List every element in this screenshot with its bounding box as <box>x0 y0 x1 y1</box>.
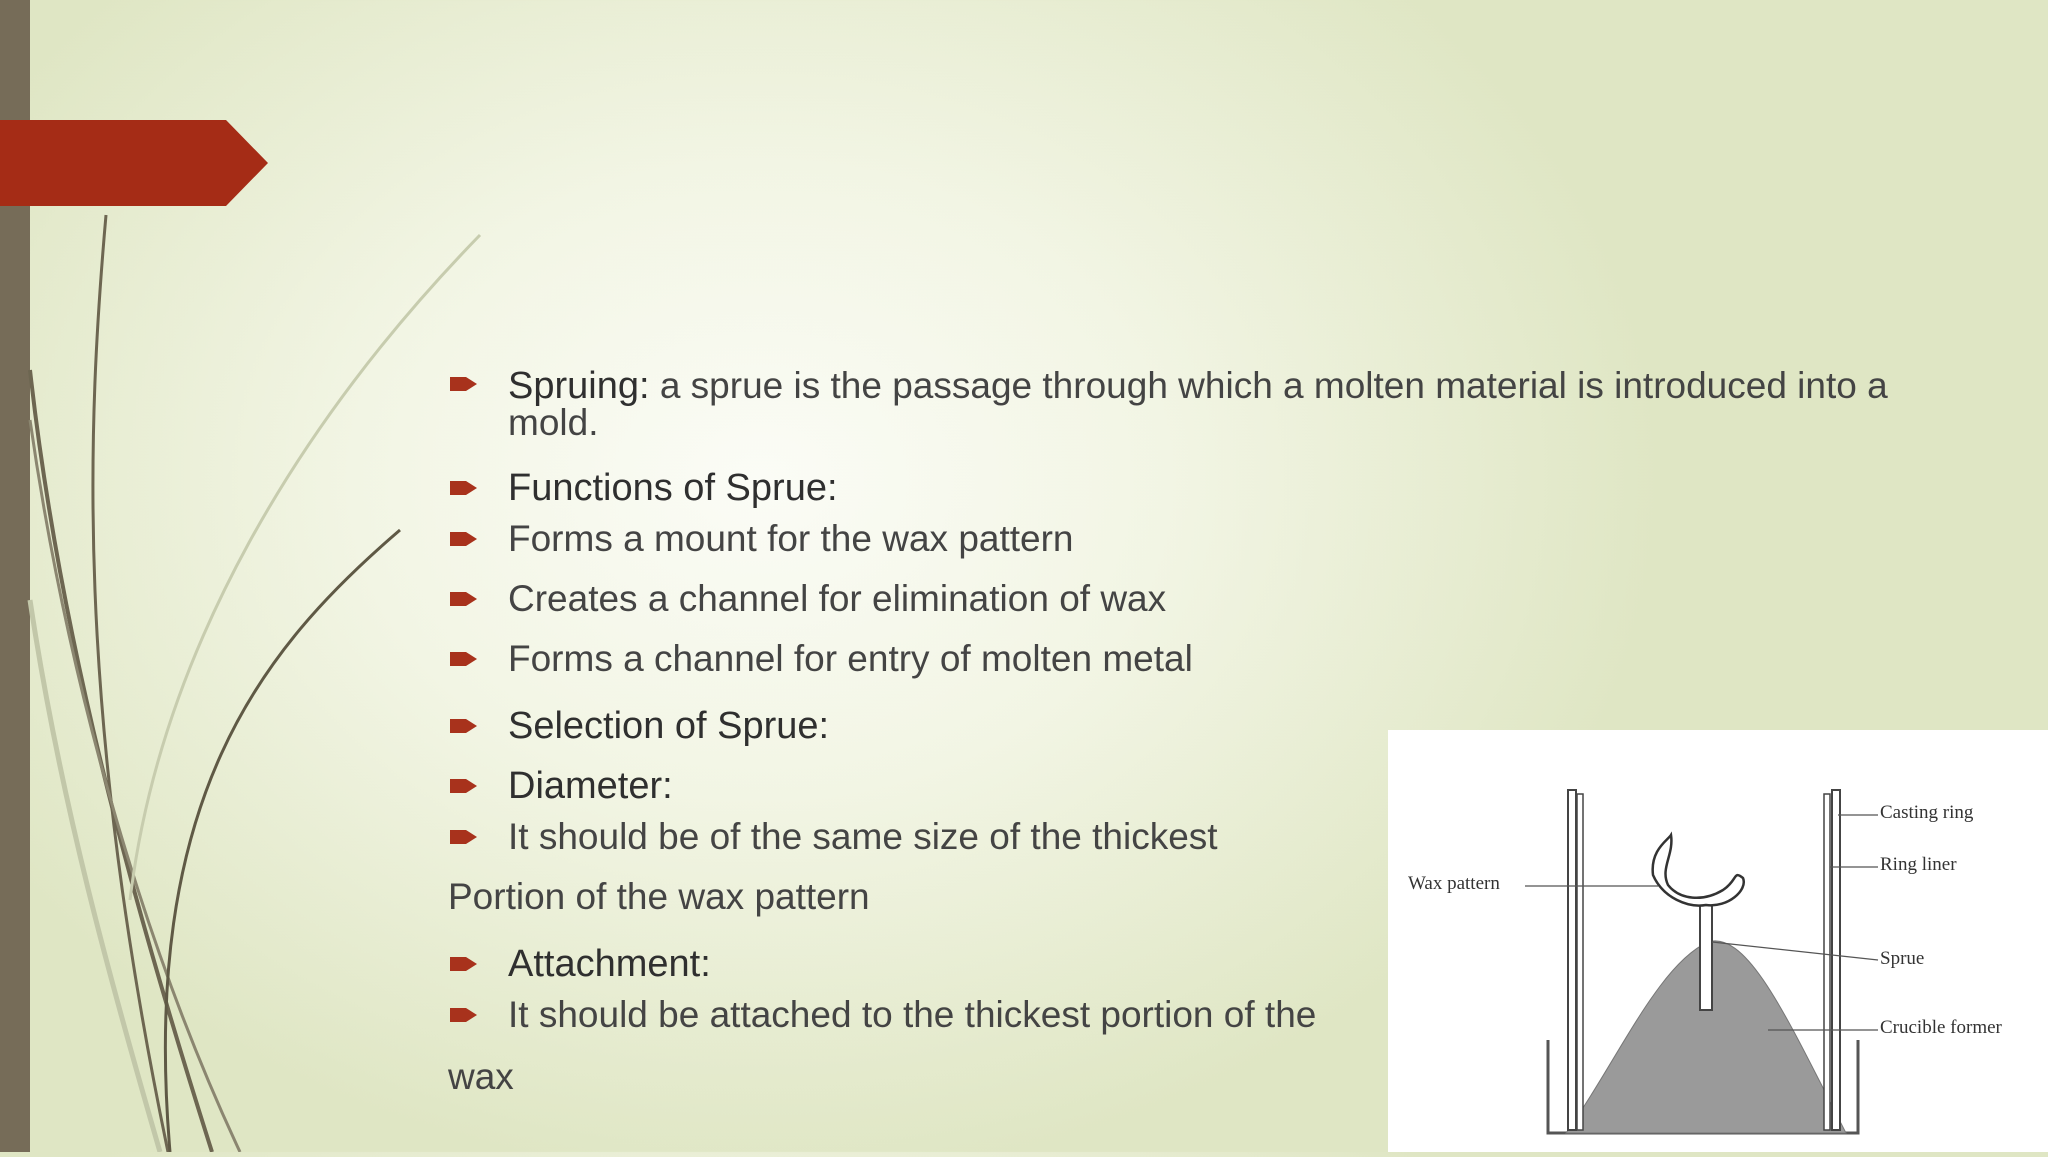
selection-heading: Selection of Sprue: <box>508 705 830 747</box>
attachment-heading: Attachment: <box>508 943 711 985</box>
function-3-text: Forms a channel for entry of molten metal <box>508 638 1193 679</box>
arrow-bullet-icon <box>450 478 478 498</box>
arrow-bullet-icon <box>450 529 478 549</box>
arrow-bullet-icon <box>450 1005 478 1025</box>
bullet-function-2 <box>448 578 1908 620</box>
bullet-spruing <box>448 356 1908 443</box>
functions-heading: Functions of Sprue: <box>508 467 838 509</box>
arrow-bullet-icon <box>450 374 478 394</box>
arrow-bullet-icon <box>450 649 478 669</box>
label-casting-ring: Casting ring <box>1880 802 1974 823</box>
label-ring-liner: Ring liner <box>1880 854 1957 875</box>
arrow-bullet-icon <box>450 954 478 974</box>
bullet-function-1 <box>448 518 1908 560</box>
diameter-continuation: Portion of the wax pattern <box>448 876 870 917</box>
arrow-bullet-icon <box>450 716 478 736</box>
red-title-tab <box>0 120 268 206</box>
label-wax-pattern: Wax pattern <box>1408 873 1500 894</box>
attachment-continuation: wax <box>448 1056 514 1097</box>
function-2-text: Creates a channel for elimination of wax <box>508 578 1167 619</box>
spruing-text: a sprue is the passage through which a molten material is introduced into a mold. <box>508 365 1888 443</box>
arrow-bullet-icon <box>450 776 478 796</box>
attachment-text: It should be attached to the thickest portion of the <box>508 994 1317 1035</box>
diameter-heading: Diameter: <box>508 765 673 807</box>
arrow-bullet-icon <box>450 589 478 609</box>
label-sprue: Sprue <box>1880 948 1925 969</box>
casting-ring-drawing <box>1388 730 2048 1152</box>
bullet-functions-heading <box>448 466 1908 510</box>
arrow-bullet-icon <box>450 827 478 847</box>
label-crucible-former: Crucible former <box>1880 1017 2002 1038</box>
diameter-text: It should be of the same size of the thickest <box>508 816 1218 857</box>
casting-ring-diagram <box>1388 730 2048 1152</box>
bullet-function-3 <box>448 638 1908 680</box>
function-1-text: Forms a mount for the wax pattern <box>508 518 1074 559</box>
spruing-heading: Spruing: <box>508 365 650 407</box>
